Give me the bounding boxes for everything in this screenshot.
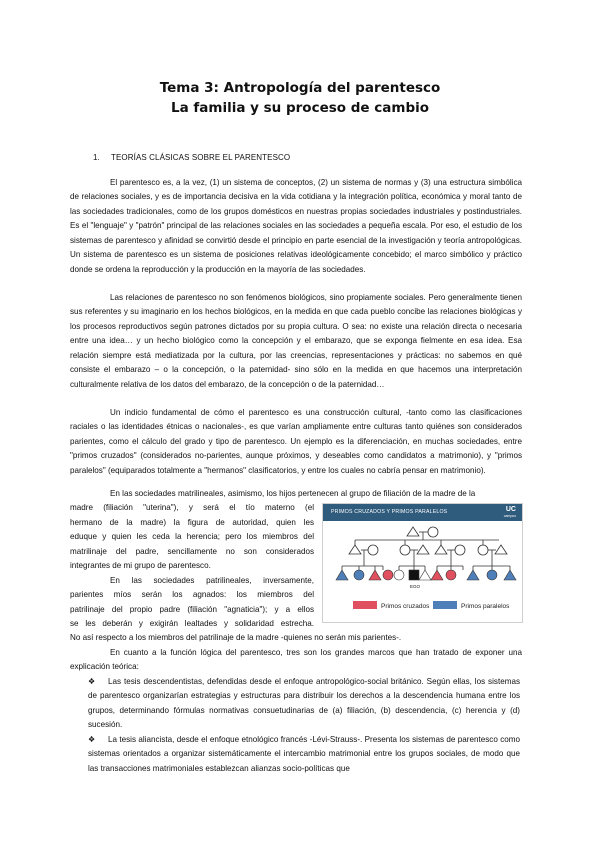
legend-label-parallel: Primos paralelos — [461, 603, 510, 610]
paragraph-6: En cuanto a la función lógica del parentesco, tres son los grandes marcos que han tratado de exponer una explicación teórica: — [70, 648, 522, 672]
ego-label: EGO — [410, 584, 421, 589]
paragraph-5-line: parientes míos serán los agnados: los miembros del — [70, 590, 314, 599]
parallel-cousin-triangle — [336, 570, 348, 580]
paragraph-1: El parentesco es, a la vez, (1) un sistema de conceptos, (2) un sistema de normas y (3) una estructura simbólica de relaciones sociales, y es de importancia decisiva en la vida cotidiana y la integración política, económica y moral tanto de las sociedades tradicionales, como de los grupos domésticos en nuestras propias sociedades industriales y postindustriales. Es el "lenguaje" y "patrón" principal de las relaciones sociales en las sociedades a pequeña escala. Por eso, el estudio de los sistemas de parentesco y afinidad se convirtió desde el principio en parte esencial de la investigación y teoría antropológicas. Un sistema de parentesco es un sistema de posiciones relativas ideológicamente concebido; el marco simbólico y práctico donde se ordena la reproducción y la producción en la mayoría de las sociedades. — [70, 178, 522, 274]
legend-swatch-cross — [353, 601, 377, 609]
doc-title: Tema 3: Antropología del parentesco — [159, 80, 441, 96]
bullet-text: Las tesis descendentistas, defendidas desde el enfoque antropológico-social británico. Según ellas, los sistemas de parentesco organizarían estrategias y estructuras para distribuir los derechos a la descendencia humana entre los grupos, determinando fórmulas normativas consuetudinarias de (a) filiación, (b) descendencia, (c) herencia y (d) sucesión. — [88, 677, 520, 730]
cross-cousin-triangle — [369, 570, 381, 580]
paragraph-3: Un indicio fundamental de cómo el parentesco es una construcción cultural, -tanto como las clasificaciones raciales o las identidades étnicas o nacionales-, es que varían ampliamente entre culturas tanto quiénes son considerados parientes, como el cálculo del grado y tipo de parentesco. Un ejemplo es la diferenciación, en muchas sociedades, entre "primos cruzados" (considerados no-parientes, aunque próximos, y deseables como candidatos a matrimonio), y "primos paralelos" (equiparados totalmente a "hermanos" clasificatorios, y entre los cuales no cabría pensar en matrimonio). — [70, 408, 522, 475]
paragraph-4-line: hermano de la madre) la figura de autoridad, quien les — [70, 518, 314, 527]
paragraph-4-line: eduque y quien les ceda la herencia; pero los miembros del — [70, 532, 314, 541]
paragraph-5-line: patrilinaje del propio padre (filiación "agnaticia"); y a ellos — [70, 605, 314, 614]
paragraph-5-line: No así respecto a los miembros del patrilinaje de la madre -quienes no serán mis parientes-. — [70, 633, 402, 642]
paragraph-5-line: En las sociedades patrilineales, inversamente, — [110, 576, 314, 585]
ego-square — [409, 570, 419, 580]
bullet-text: La tesis aliancista, desde el enfoque etnológico francés -Lévi-Strauss-. Presenta los sistemas de parentesco como sistemas orientados a organizar sistemáticamente el intercambio matrimonial entre los grupos sociales, de modo que las transacciones matrimoniales establezcan alianzas socio-políticas que — [88, 735, 520, 773]
sibling-triangle — [419, 570, 431, 580]
cross-cousin-circle — [383, 570, 393, 580]
bullet-item-aliancista — [88, 733, 520, 776]
bullet-item-descendentistas — [88, 675, 520, 733]
sibling-circle — [394, 570, 404, 580]
uc-logo: UC campus — [503, 506, 516, 518]
grandmother-circle — [428, 527, 438, 537]
paragraph-2: Las relaciones de parentesco no son fenómenos biológicos, sino propiamente sociales. Pero generalmente tienen sus referentes y su imaginario en los hechos biológicos, en la medida en que cada pueblo concibe las relaciones biológicas y los procesos reproductivos según patrones dictados por su propia cultura. O sea: no existe una relación directa o necesaria entre una idea… y un hecho biológico como la concepción y el embarazo, que se exponga fielmente en esa idea. Esa relación siempre está mediatizada por la cultura, por las creencias, representaciones y prácticas: no sabemos en qué consiste el embarazo – o la concepción, o la paternidad- sino sólo en la medida en que hacemos una interpretación culturalmente relativa de los datos del embarazo, de la concepción o de la paternidad… — [70, 293, 522, 389]
legend-label-cross: Primos cruzados — [381, 603, 430, 610]
cross-cousin-triangle — [431, 570, 443, 580]
figure-title: PRIMOS CRUZADOS Y PRIMOS PARALELOS — [331, 509, 448, 515]
bullet-icon: ❖ — [88, 735, 96, 744]
section-heading — [93, 153, 290, 162]
bullet-icon: ❖ — [88, 677, 96, 686]
parallel-cousin-circle — [354, 570, 364, 580]
paragraph-4-line: matrilinaje del padre, sencillamente no son considerados — [70, 547, 314, 556]
paragraph-4-line: integrantes de mi grupo de parentesco. — [70, 561, 211, 570]
kinship-diagram — [323, 504, 522, 622]
paragraph-5-line: se les deberán y exigirán lealtades y solidaridad estrecha. — [70, 619, 314, 628]
grandfather-triangle — [407, 527, 419, 536]
parallel-cousin-triangle — [504, 570, 516, 580]
parallel-cousin-circle — [487, 570, 497, 580]
kinship-figure — [322, 503, 523, 623]
legend-swatch-parallel — [433, 601, 457, 609]
paragraph-4-first-line: En las sociedades matrilineales, asimismo, los hijos pertenecen al grupo de filiación de la madre de la — [110, 489, 476, 498]
section-title: TEORÍAS CLÁSICAS SOBRE EL PARENTESCO — [111, 153, 291, 162]
doc-subtitle: La familia y su proceso de cambio — [170, 100, 430, 116]
parallel-cousin-triangle — [467, 570, 479, 580]
paragraph-4-line: madre (filiación "uterina"), y será el tío materno (el — [70, 503, 314, 512]
section-number: 1. — [93, 153, 100, 162]
cross-cousin-circle — [446, 570, 456, 580]
